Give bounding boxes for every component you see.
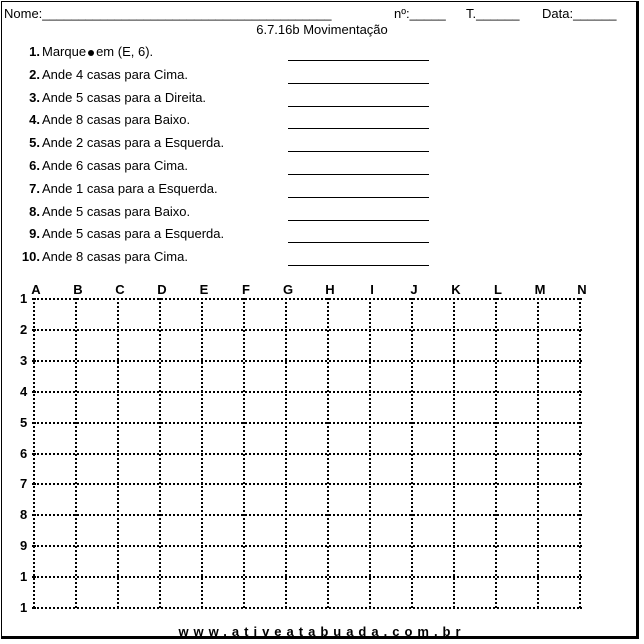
- grid-horizontal-line: [34, 576, 582, 578]
- date-field-label: Data:______: [542, 6, 617, 21]
- grid-horizontal-line: [34, 329, 582, 331]
- instruction-number: 9.: [29, 226, 40, 242]
- worksheet-title: 6.7.16b Movimentação: [256, 22, 388, 37]
- column-label: F: [242, 282, 250, 297]
- column-label: N: [577, 282, 587, 297]
- grid-horizontal-line: [34, 483, 582, 485]
- instruction-item: [10, 67, 188, 87]
- column-label: L: [494, 282, 502, 297]
- instruction-number: 3.: [29, 89, 40, 105]
- row-tick: [32, 576, 36, 578]
- grid-horizontal-line: [34, 422, 582, 424]
- grid-horizontal-line: [34, 453, 582, 455]
- instruction-item: [10, 226, 224, 246]
- instruction-number: 10.: [21, 249, 40, 265]
- row-tick: [32, 391, 36, 393]
- row-label: 5: [20, 414, 28, 430]
- dot-marker-icon: [88, 50, 94, 56]
- row-label: 2: [20, 321, 28, 337]
- row-label: 6: [20, 445, 28, 461]
- row-tick: [32, 360, 36, 362]
- instruction-number: 4.: [29, 112, 40, 128]
- student-header: [4, 6, 638, 22]
- name-field-label: Nome:________________________________________: [4, 6, 332, 21]
- instruction-item: [10, 158, 188, 178]
- column-label: H: [325, 282, 335, 297]
- column-label: G: [282, 282, 294, 297]
- instruction-number: 2.: [29, 66, 40, 82]
- instruction-text: Ande 1 casa para a Esquerda.: [42, 180, 218, 196]
- grid-horizontal-line: [34, 360, 582, 362]
- instruction-item: [10, 249, 188, 269]
- answer-line[interactable]: [288, 60, 429, 61]
- answer-line[interactable]: [288, 128, 429, 129]
- column-label: M: [534, 282, 546, 297]
- column-label: E: [199, 282, 209, 297]
- site-footer: www.ativeatabuada.com.br: [178, 624, 466, 639]
- instruction-text: Ande 5 casas para Baixo.: [42, 203, 191, 219]
- answer-line[interactable]: [288, 83, 429, 84]
- row-label: 1: [20, 569, 28, 585]
- grid-horizontal-line: [34, 391, 582, 393]
- row-tick: [32, 453, 36, 455]
- row-label: 8: [20, 507, 28, 523]
- instruction-text: Ande 4 casas para Cima.: [42, 66, 188, 82]
- row-label: 1: [20, 291, 28, 306]
- instruction-item: [10, 112, 190, 132]
- instruction-text-after: em (E, 6).: [96, 44, 154, 59]
- row-tick: [32, 545, 36, 547]
- row-label: 1: [20, 600, 28, 615]
- column-label: K: [451, 282, 461, 297]
- answer-line[interactable]: [288, 242, 429, 243]
- row-tick: [32, 607, 36, 609]
- row-label: 7: [20, 476, 28, 492]
- instruction-number: 1.: [29, 44, 40, 59]
- column-label: C: [115, 282, 125, 297]
- answer-line[interactable]: [288, 265, 429, 266]
- grid-horizontal-line: [34, 607, 582, 609]
- instruction-number: 7.: [29, 180, 40, 196]
- instruction-item: [10, 135, 224, 155]
- instruction-item: [10, 181, 218, 201]
- column-label: I: [370, 282, 374, 297]
- number-field-label: nº:_____: [394, 6, 446, 21]
- column-label: B: [73, 282, 83, 297]
- answer-line[interactable]: [288, 197, 429, 198]
- column-label: D: [157, 282, 167, 297]
- instruction-text: Ande 6 casas para Cima.: [42, 158, 188, 173]
- instruction-text: Ande 5 casas para a Esquerda.: [42, 226, 225, 242]
- grid-horizontal-line: [34, 298, 582, 300]
- instruction-text: Ande 2 casas para a Esquerda.: [42, 135, 225, 151]
- instruction-text: Ande 5 casas para a Direita.: [42, 89, 207, 105]
- instruction-item: [10, 44, 153, 64]
- row-tick: [32, 483, 36, 485]
- grid-horizontal-line: [34, 545, 582, 547]
- instruction-text: Ande 8 casas para Cima.: [42, 249, 188, 265]
- row-label: 4: [20, 383, 28, 399]
- instruction-number: 5.: [29, 135, 40, 151]
- row-label: 9: [20, 538, 28, 554]
- grid-horizontal-line: [34, 514, 582, 516]
- instruction-text: Marque: [42, 44, 87, 59]
- column-label: J: [410, 282, 418, 297]
- row-tick: [32, 298, 36, 300]
- instruction-number: 6.: [29, 158, 40, 173]
- answer-line[interactable]: [288, 151, 429, 152]
- answer-line[interactable]: [288, 106, 429, 107]
- instruction-number: 8.: [29, 203, 40, 219]
- instruction-item: [10, 90, 206, 110]
- instruction-text: Ande 8 casas para Baixo.: [42, 112, 191, 128]
- instruction-item: [10, 204, 190, 224]
- column-label: A: [31, 282, 41, 297]
- answer-line[interactable]: [288, 220, 429, 221]
- row-label: 3: [20, 352, 28, 368]
- row-tick: [32, 422, 36, 424]
- row-tick: [32, 329, 36, 331]
- answer-line[interactable]: [288, 174, 429, 175]
- class-field-label: T.______: [466, 6, 520, 21]
- row-tick: [32, 514, 36, 516]
